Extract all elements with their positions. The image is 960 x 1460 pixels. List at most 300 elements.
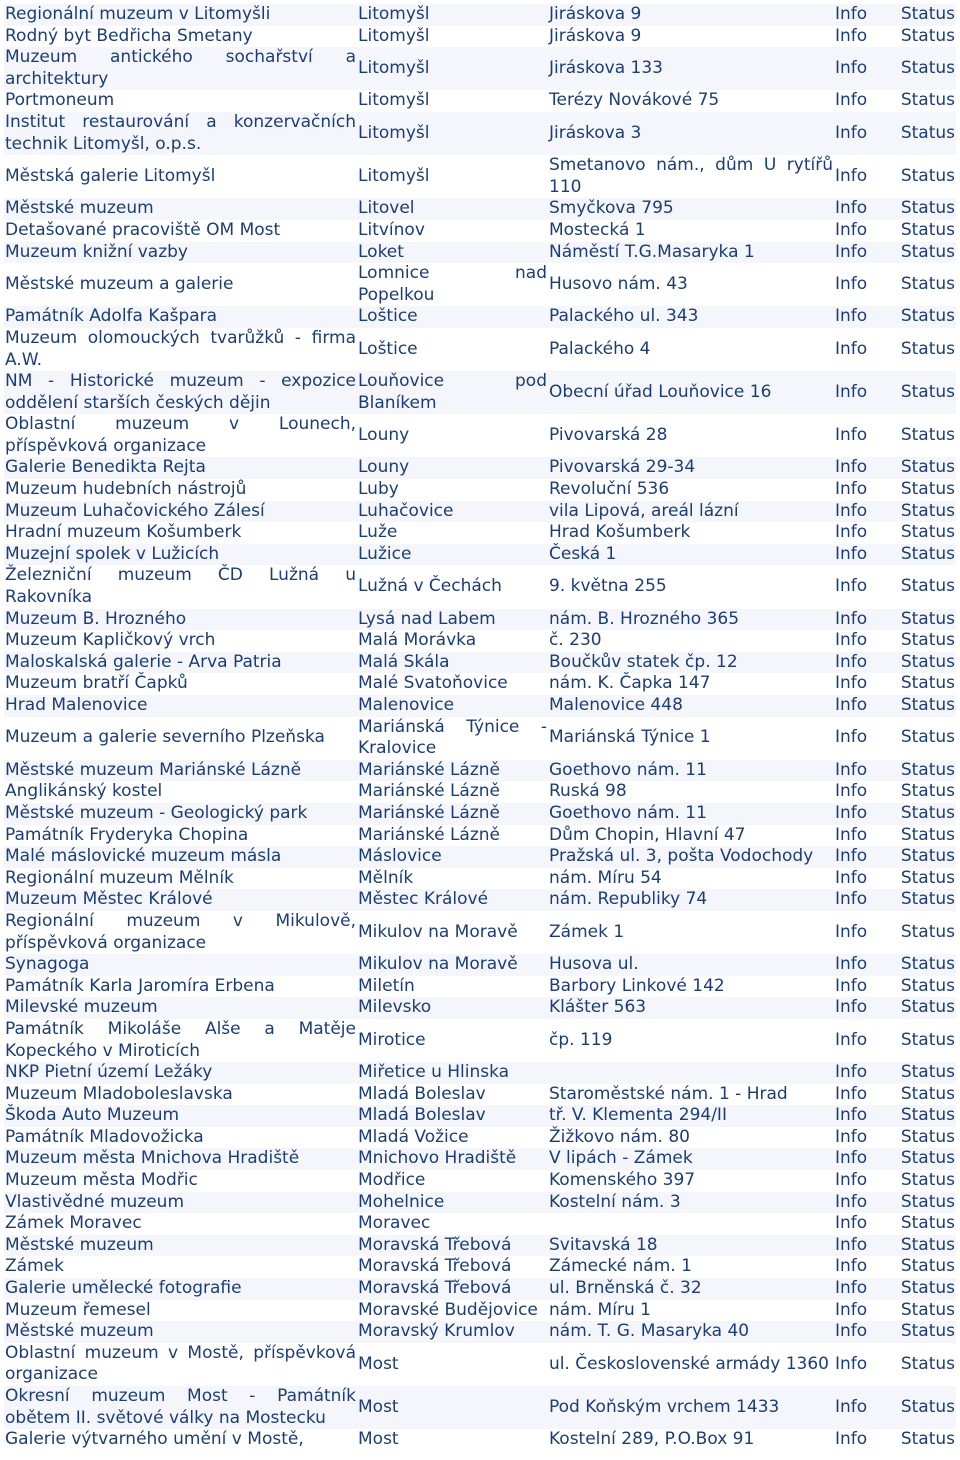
museum-address: vila Lipová, areál lázní — [549, 500, 739, 521]
museum-name: Městské muzeum — [5, 1321, 154, 1342]
status-link[interactable]: Status — [900, 1396, 955, 1417]
museum-city: Luže — [358, 522, 398, 543]
table-row — [4, 825, 956, 847]
table-row — [4, 1148, 956, 1170]
info-link[interactable]: Info — [835, 457, 868, 478]
museum-name: Detašované pracoviště OM Most — [5, 219, 281, 240]
status-link[interactable]: Status — [900, 273, 955, 294]
museum-name: Synagoga — [5, 954, 90, 975]
status-link[interactable]: Status — [900, 1126, 955, 1147]
museum-city: Moravská Třebová — [358, 1234, 512, 1255]
info-link[interactable]: Info — [835, 576, 868, 597]
status-link[interactable]: Status — [900, 241, 955, 262]
museum-name: Městské muzeum — [5, 1234, 154, 1255]
museum-city: Litomyšl — [358, 165, 430, 186]
museum-address: Žižkovo nám. 80 — [549, 1126, 690, 1147]
info-link[interactable]: Info — [835, 198, 868, 219]
museum-name: Muzeum Městec Králové — [5, 889, 213, 910]
museum-address: nám. B. Hrozného 365 — [549, 608, 740, 629]
info-link[interactable]: Info — [835, 1170, 868, 1191]
museum-name: Regionální muzeum v Mikulově, příspěvková organizace — [5, 910, 356, 953]
table-row — [4, 781, 956, 803]
museum-name: NKP Pietní území Ležáky — [5, 1062, 213, 1083]
museum-address: Kostelní 289, P.O.Box 91 — [549, 1429, 755, 1450]
status-link[interactable]: Status — [900, 457, 955, 478]
museum-address: nám. Republiky 74 — [549, 889, 708, 910]
table-row — [4, 717, 956, 760]
museum-city: Moravec — [358, 1213, 431, 1234]
museum-city: Most — [358, 1353, 399, 1374]
table-row — [4, 1429, 956, 1451]
status-link[interactable]: Status — [900, 122, 955, 143]
status-link[interactable]: Status — [900, 165, 955, 186]
museum-city: Louny — [358, 425, 410, 446]
table-row — [4, 501, 956, 523]
table-row — [4, 306, 956, 328]
museum-city: Loket — [358, 241, 404, 262]
museum-name: Muzeum Luhačovického Zálesí — [5, 500, 265, 521]
info-link[interactable]: Info — [835, 1083, 868, 1104]
status-link[interactable]: Status — [900, 522, 955, 543]
table-row — [4, 26, 956, 48]
table-row — [4, 1321, 956, 1343]
table-row — [4, 4, 956, 26]
museum-name: Památník Adolfa Kašpara — [5, 306, 218, 327]
museum-name: Škoda Auto Muzeum — [5, 1105, 180, 1126]
museum-city: Louny — [358, 457, 410, 478]
table-row — [4, 47, 956, 90]
museum-address: Jiráskova 9 — [549, 4, 642, 24]
museum-address: Pivovarská 28 — [549, 425, 668, 446]
info-link[interactable]: Info — [835, 608, 868, 629]
status-link[interactable]: Status — [900, 846, 955, 867]
status-link[interactable]: Status — [900, 219, 955, 240]
table-row — [4, 1235, 956, 1257]
museum-address: Jiráskova 133 — [549, 57, 663, 78]
museum-table — [4, 4, 956, 1451]
info-link[interactable]: Info — [835, 4, 868, 24]
museum-address: Ruská 98 — [549, 781, 627, 802]
status-link[interactable]: Status — [900, 1083, 955, 1104]
info-link[interactable]: Info — [835, 1396, 868, 1417]
museum-city: Modřice — [358, 1170, 426, 1191]
table-row — [4, 889, 956, 911]
museum-city: Most — [358, 1396, 399, 1417]
museum-name: Památník Mladovožicka — [5, 1126, 204, 1147]
museum-name: Muzeum města Mnichova Hradiště — [5, 1148, 300, 1169]
museum-city: Lužice — [358, 543, 412, 564]
museum-address: Náměstí T.G.Masaryka 1 — [549, 241, 755, 262]
status-link[interactable]: Status — [900, 781, 955, 802]
status-link[interactable]: Status — [900, 1170, 955, 1191]
museum-city: Mariánská Týnice - Kralovice — [358, 716, 547, 759]
info-link[interactable]: Info — [835, 630, 868, 651]
table-row — [4, 1386, 956, 1429]
status-link[interactable]: Status — [900, 1278, 955, 1299]
info-link[interactable]: Info — [835, 1429, 868, 1450]
status-link[interactable]: Status — [900, 198, 955, 219]
info-link[interactable]: Info — [835, 1062, 868, 1083]
museum-city: Moravská Třebová — [358, 1278, 512, 1299]
status-link[interactable]: Status — [900, 425, 955, 446]
museum-name: NM - Historické muzeum - expozice oddělení starších českých dějin — [5, 371, 356, 413]
museum-address: č. 230 — [549, 630, 602, 651]
status-link[interactable]: Status — [900, 1105, 955, 1126]
museum-name: Muzeum řemesel — [5, 1299, 151, 1320]
museum-address: Svitavská 18 — [549, 1234, 658, 1255]
museum-name: Muzeum a galerie severního Plzeňska — [5, 727, 325, 748]
info-link[interactable]: Info — [835, 1213, 868, 1234]
status-link[interactable]: Status — [900, 1148, 955, 1169]
museum-address: Pod Koňským vrchem 1433 — [549, 1396, 780, 1417]
museum-city: Mohelnice — [358, 1191, 445, 1212]
museum-address: čp. 119 — [549, 1029, 613, 1050]
status-link[interactable]: Status — [900, 1299, 955, 1320]
museum-city: Moravské Budějovice — [358, 1299, 538, 1320]
status-link[interactable]: Status — [900, 954, 955, 975]
status-link[interactable]: Status — [900, 543, 955, 564]
info-link[interactable]: Info — [835, 651, 868, 672]
museum-city: Moravská Třebová — [358, 1256, 512, 1277]
museum-name: Muzeum bratří Čapků — [5, 673, 188, 694]
info-link[interactable]: Info — [835, 673, 868, 694]
status-link[interactable]: Status — [900, 630, 955, 651]
museum-name: Galerie umělecké fotografie — [5, 1278, 242, 1299]
status-link[interactable]: Status — [900, 338, 955, 359]
table-row — [4, 1170, 956, 1192]
museum-city: Litovel — [358, 198, 415, 219]
museum-address: Palackého 4 — [549, 338, 651, 359]
status-link[interactable]: Status — [900, 1256, 955, 1277]
status-link[interactable]: Status — [900, 1062, 955, 1083]
museum-city: Malenovice — [358, 695, 455, 715]
museum-city: Mariánské Lázně — [358, 781, 500, 802]
table-row — [4, 609, 956, 631]
info-link[interactable]: Info — [835, 165, 868, 186]
museum-address: ul. Brněnská č. 32 — [549, 1278, 702, 1299]
info-link[interactable]: Info — [835, 381, 868, 402]
museum-city: Lysá nad Labem — [358, 608, 496, 629]
table-row — [4, 630, 956, 652]
museum-city: Lomnice nad Popelkou — [358, 263, 547, 305]
info-link[interactable]: Info — [835, 57, 868, 78]
table-row — [4, 242, 956, 264]
status-link[interactable]: Status — [900, 1429, 955, 1450]
info-link[interactable]: Info — [835, 273, 868, 294]
table-row — [4, 263, 956, 306]
museum-city: Luby — [358, 479, 399, 500]
info-link[interactable]: Info — [835, 1105, 868, 1126]
museum-name: Městské muzeum a galerie — [5, 273, 234, 294]
info-link[interactable]: Info — [835, 122, 868, 143]
table-row — [4, 976, 956, 998]
museum-city: Lužná v Čechách — [358, 576, 502, 597]
table-row — [4, 954, 956, 976]
museum-address: Goethovo nám. 11 — [549, 759, 707, 780]
info-link[interactable]: Info — [835, 867, 868, 888]
table-row — [4, 1256, 956, 1278]
table-row — [4, 803, 956, 825]
status-link[interactable]: Status — [900, 576, 955, 597]
info-link[interactable]: Info — [835, 522, 868, 543]
info-link[interactable]: Info — [835, 954, 868, 975]
museum-city: Mladá Vožice — [358, 1126, 469, 1147]
museum-city: Mladá Boleslav — [358, 1105, 486, 1126]
table-row — [4, 846, 956, 868]
museum-city: Malá Skála — [358, 651, 450, 672]
status-link[interactable]: Status — [900, 90, 955, 111]
museum-name: Muzeum Kapličkový vrch — [5, 630, 216, 651]
status-link[interactable]: Status — [900, 727, 955, 748]
status-link[interactable]: Status — [900, 500, 955, 521]
status-link[interactable]: Status — [900, 479, 955, 500]
info-link[interactable]: Info — [835, 802, 868, 823]
museum-name: Anglikánský kostel — [5, 781, 163, 802]
info-link[interactable]: Info — [835, 997, 868, 1018]
info-link[interactable]: Info — [835, 1191, 868, 1212]
museum-city: Litomyšl — [358, 57, 430, 78]
status-link[interactable]: Status — [900, 889, 955, 910]
museum-city: Malá Morávka — [358, 630, 477, 651]
museum-city: Máslovice — [358, 846, 442, 867]
table-row — [4, 652, 956, 674]
museum-city: Miletín — [358, 975, 415, 996]
museum-address: Goethovo nám. 11 — [549, 802, 707, 823]
status-link[interactable]: Status — [900, 1321, 955, 1342]
museum-name: Zámek — [5, 1256, 64, 1277]
table-row — [4, 911, 956, 954]
museum-address: Kostelní nám. 3 — [549, 1191, 681, 1212]
status-link[interactable]: Status — [900, 1234, 955, 1255]
museum-city: Mladá Boleslav — [358, 1083, 486, 1104]
museum-name: Malé máslovické muzeum másla — [5, 846, 282, 867]
museum-name: Hradní muzeum Košumberk — [5, 522, 242, 543]
info-link[interactable]: Info — [835, 1278, 868, 1299]
table-row — [4, 1300, 956, 1322]
status-link[interactable]: Status — [900, 673, 955, 694]
info-link[interactable]: Info — [835, 846, 868, 867]
museum-address: Husovo nám. 43 — [549, 273, 688, 294]
museum-name: Galerie Benedikta Rejta — [5, 457, 206, 478]
museum-address: Komenského 397 — [549, 1170, 696, 1191]
museum-name: Muzejní spolek v Lužicích — [5, 543, 220, 564]
status-link[interactable]: Status — [900, 867, 955, 888]
museum-name: Památník Fryderyka Chopina — [5, 824, 249, 845]
museum-name: Památník Mikoláše Alše a Matěje Kopeckého v Miroticích — [5, 1018, 356, 1061]
info-link[interactable]: Info — [835, 338, 868, 359]
museum-name: Muzeum hudebních nástrojů — [5, 479, 247, 500]
museum-name: Portmoneum — [5, 90, 115, 111]
museum-address: Husova ul. — [549, 954, 639, 975]
museum-name: Galerie výtvarného umění v Mostě, — [5, 1429, 304, 1450]
status-link[interactable]: Status — [900, 1029, 955, 1050]
museum-city: Luhačovice — [358, 500, 454, 521]
museum-name: Muzeum knižní vazby — [5, 241, 188, 262]
museum-address: tř. V. Klementa 294/II — [549, 1105, 727, 1126]
museum-city: Mariánské Lázně — [358, 759, 500, 780]
status-link[interactable]: Status — [900, 651, 955, 672]
museum-city: Louňovice pod Blaníkem — [358, 371, 547, 413]
info-link[interactable]: Info — [835, 425, 868, 446]
museum-city: Litomyšl — [358, 90, 430, 111]
museum-address: Boučkův statek čp. 12 — [549, 651, 738, 672]
museum-name: Oblastní muzeum v Mostě, příspěvková organizace — [5, 1342, 356, 1385]
status-link[interactable]: Status — [900, 975, 955, 996]
table-row — [4, 695, 956, 717]
museum-name: Oblastní muzeum v Lounech, příspěvková organizace — [5, 414, 356, 456]
museum-city: Mikulov na Moravě — [358, 954, 518, 975]
status-link[interactable]: Status — [900, 997, 955, 1018]
info-link[interactable]: Info — [835, 25, 868, 46]
museum-address: Smyčkova 795 — [549, 198, 674, 219]
table-row — [4, 1105, 956, 1127]
status-link[interactable]: Status — [900, 1353, 955, 1374]
info-link[interactable]: Info — [835, 241, 868, 262]
status-link[interactable]: Status — [900, 921, 955, 942]
info-link[interactable]: Info — [835, 306, 868, 327]
museum-city: Loštice — [358, 338, 418, 359]
museum-city: Miřetice u Hlinska — [358, 1062, 510, 1083]
table-row — [4, 457, 956, 479]
museum-address: ul. Československé armády 1360 — [549, 1353, 829, 1374]
table-row — [4, 760, 956, 782]
status-link[interactable]: Status — [900, 57, 955, 78]
museum-city: Mikulov na Moravě — [358, 921, 518, 942]
info-link[interactable]: Info — [835, 1234, 868, 1255]
museum-city: Mariánské Lázně — [358, 802, 500, 823]
museum-address: Staroměstské nám. 1 - Hrad — [549, 1083, 788, 1104]
museum-name: Muzeum města Modřic — [5, 1170, 198, 1191]
museum-address: Dům Chopin, Hlavní 47 — [549, 824, 746, 845]
status-link[interactable]: Status — [900, 25, 955, 46]
info-link[interactable]: Info — [835, 1299, 868, 1320]
info-link[interactable]: Info — [835, 921, 868, 942]
info-link[interactable]: Info — [835, 824, 868, 845]
museum-name: Okresní muzeum Most - Památník obětem II. světové války na Mostecku — [5, 1386, 356, 1428]
museum-address: Pražská ul. 3, pošta Vodochody — [549, 846, 814, 867]
museum-city: Mirotice — [358, 1029, 426, 1050]
status-link[interactable]: Status — [900, 1213, 955, 1234]
museum-city: Milevsko — [358, 997, 432, 1018]
info-link[interactable]: Info — [835, 1029, 868, 1050]
table-row — [4, 90, 956, 112]
museum-city: Malé Svatoňovice — [358, 673, 508, 694]
info-link[interactable]: Info — [835, 1126, 868, 1147]
museum-name: Muzeum antického sochařství a architektury — [5, 47, 356, 89]
status-link[interactable]: Status — [900, 1191, 955, 1212]
museum-name: Regionální muzeum v Litomyšli — [5, 4, 271, 24]
info-link[interactable]: Info — [835, 479, 868, 500]
museum-name: Zámek Moravec — [5, 1213, 142, 1234]
museum-city: Litomyšl — [358, 25, 430, 46]
info-link[interactable]: Info — [835, 219, 868, 240]
museum-name: Milevské muzeum — [5, 997, 158, 1018]
info-link[interactable]: Info — [835, 90, 868, 111]
info-link[interactable]: Info — [835, 759, 868, 780]
table-row — [4, 414, 956, 457]
status-link[interactable]: Status — [900, 802, 955, 823]
museum-address: Obecní úřad Louňovice 16 — [549, 381, 772, 402]
info-link[interactable]: Info — [835, 1148, 868, 1169]
status-link[interactable]: Status — [900, 608, 955, 629]
museum-address: Klášter 563 — [549, 997, 647, 1018]
status-link[interactable]: Status — [900, 695, 955, 715]
table-row — [4, 1278, 956, 1300]
museum-name: Muzeum Mladoboleslavska — [5, 1083, 233, 1104]
museum-city: Mariánské Lázně — [358, 824, 500, 845]
status-link[interactable]: Status — [900, 4, 955, 24]
museum-city: Litomyšl — [358, 122, 430, 143]
table-row — [4, 479, 956, 501]
table-row — [4, 1192, 956, 1214]
table-row — [4, 997, 956, 1019]
table-row — [4, 868, 956, 890]
table-row — [4, 112, 956, 155]
museum-address: Hrad Košumberk — [549, 522, 691, 543]
museum-address: nám. T. G. Masaryka 40 — [549, 1321, 750, 1342]
info-link[interactable]: Info — [835, 500, 868, 521]
status-link[interactable]: Status — [900, 824, 955, 845]
museum-name: Muzeum olomouckých tvarůžků - firma A.W. — [5, 327, 356, 370]
museum-address: Smetanovo nám., dům U rytířů 110 — [549, 155, 833, 197]
table-row — [4, 1213, 956, 1235]
museum-name: Městské muzeum Mariánské Lázně — [5, 759, 302, 780]
museum-city: Moravský Krumlov — [358, 1321, 515, 1342]
museum-name: Městská galerie Litomyšl — [5, 165, 216, 186]
museum-name: Institut restaurování a konzervačních technik Litomyšl, o.p.s. — [5, 111, 356, 154]
museum-address: Česká 1 — [549, 543, 617, 564]
info-link[interactable]: Info — [835, 975, 868, 996]
table-row — [4, 565, 956, 608]
table-row — [4, 1084, 956, 1106]
museum-address: Terézy Novákové 75 — [549, 90, 720, 111]
info-link[interactable]: Info — [835, 781, 868, 802]
info-link[interactable]: Info — [835, 889, 868, 910]
table-row — [4, 198, 956, 220]
museum-city: Mnichovo Hradiště — [358, 1148, 517, 1169]
museum-address: Jiráskova 3 — [549, 122, 642, 143]
museum-address: Pivovarská 29-34 — [549, 457, 696, 478]
museum-address: Zámek 1 — [549, 921, 625, 942]
museum-city: Loštice — [358, 306, 418, 327]
museum-address: Jiráskova 9 — [549, 25, 642, 46]
table-row — [4, 1343, 956, 1386]
status-link[interactable]: Status — [900, 306, 955, 327]
table-row — [4, 544, 956, 566]
info-link[interactable]: Info — [835, 695, 868, 715]
museum-address: nám. Míru 1 — [549, 1299, 651, 1320]
museum-name: Hrad Malenovice — [5, 695, 148, 715]
museum-name: Rodný byt Bedřicha Smetany — [5, 25, 253, 46]
museum-address: nám. Míru 54 — [549, 867, 662, 888]
museum-address: Revoluční 536 — [549, 479, 670, 500]
museum-address: Palackého ul. 343 — [549, 306, 699, 327]
info-link[interactable]: Info — [835, 1321, 868, 1342]
info-link[interactable]: Info — [835, 543, 868, 564]
museum-name: Regionální muzeum Mělník — [5, 867, 234, 888]
museum-city: Městec Králové — [358, 889, 489, 910]
status-link[interactable]: Status — [900, 759, 955, 780]
museum-city: Most — [358, 1429, 399, 1450]
museum-address: Mostecká 1 — [549, 219, 646, 240]
status-link[interactable]: Status — [900, 381, 955, 402]
info-link[interactable]: Info — [835, 1256, 868, 1277]
info-link[interactable]: Info — [835, 1353, 868, 1374]
museum-name: Vlastivědné muzeum — [5, 1191, 185, 1212]
museum-address: Barbory Linkové 142 — [549, 975, 725, 996]
table-row — [4, 1127, 956, 1149]
info-link[interactable]: Info — [835, 727, 868, 748]
